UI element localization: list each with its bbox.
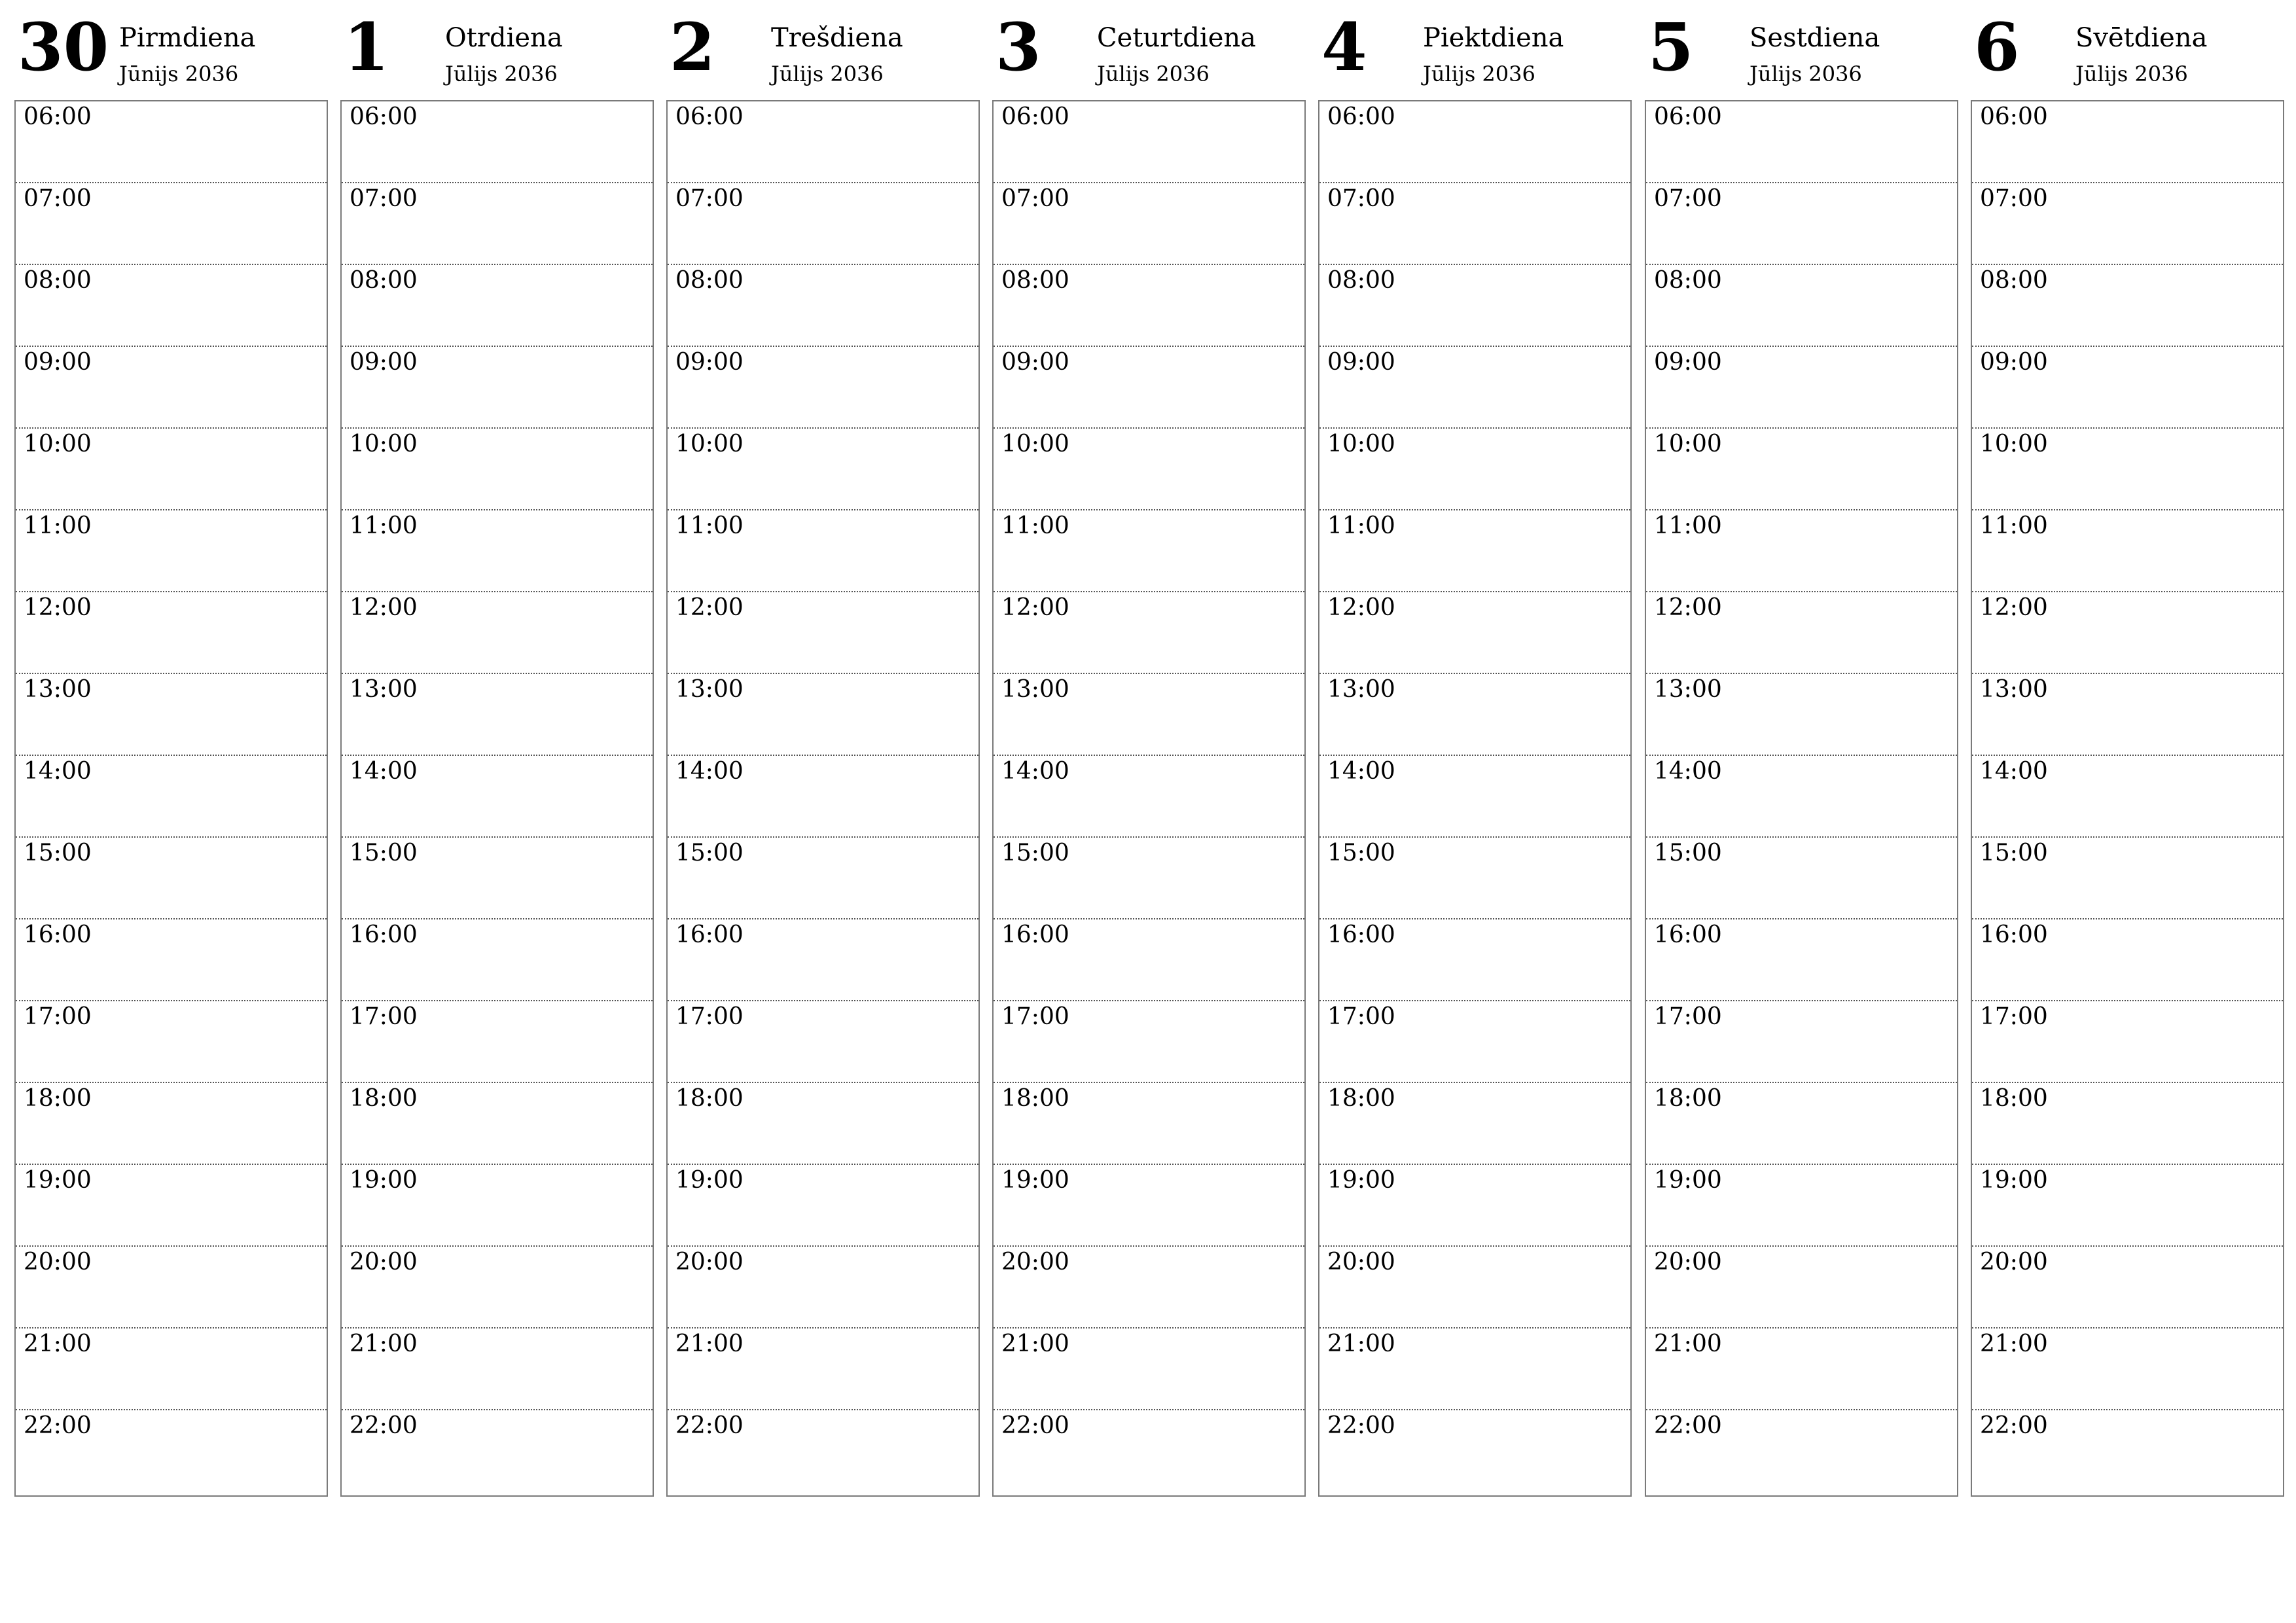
day-month-year: Jūlijs 2036	[445, 62, 558, 86]
day-schedule-box	[1645, 100, 1958, 1497]
day-name: Trešdiena	[771, 23, 903, 53]
hour-label: 19:00	[1001, 1167, 1069, 1194]
hour-slot[interactable]	[342, 347, 653, 429]
hour-slot[interactable]	[16, 1165, 327, 1247]
hour-label: 17:00	[24, 1003, 92, 1030]
day-name: Ceturtdiena	[1097, 23, 1256, 53]
hour-slot[interactable]	[16, 1410, 327, 1492]
hour-slot[interactable]	[1646, 1410, 1957, 1492]
hour-label: 07:00	[1980, 185, 2048, 212]
hour-slot[interactable]	[342, 1083, 653, 1165]
hour-slot[interactable]	[1646, 510, 1957, 592]
hour-label: 09:00	[1327, 349, 1395, 376]
hour-label: 12:00	[24, 594, 92, 621]
hour-slot[interactable]	[994, 1410, 1304, 1492]
hour-slot[interactable]	[668, 1001, 978, 1083]
day-month-year: Jūlijs 2036	[1423, 62, 1535, 86]
hour-slot[interactable]	[16, 1329, 327, 1410]
hour-slot[interactable]	[668, 429, 978, 510]
day-name: Pirmdiena	[119, 23, 256, 53]
day-number: 30	[18, 9, 109, 86]
hour-slot[interactable]	[668, 838, 978, 919]
hour-label: 16:00	[1654, 921, 1722, 948]
hour-label: 08:00	[1654, 267, 1722, 294]
hour-label: 19:00	[1654, 1167, 1722, 1194]
hour-label: 14:00	[350, 758, 418, 785]
hour-label: 13:00	[350, 676, 418, 703]
hour-slot[interactable]	[994, 1247, 1304, 1329]
hour-label: 13:00	[675, 676, 744, 703]
day-name: Otrdiena	[445, 23, 563, 53]
hour-slot[interactable]	[1646, 1083, 1957, 1165]
day-schedule-box	[14, 100, 328, 1497]
day-column	[340, 0, 654, 1439]
hour-slot[interactable]	[668, 919, 978, 1001]
hour-label: 08:00	[1327, 267, 1395, 294]
hour-slot[interactable]	[1972, 265, 2283, 347]
hour-slot[interactable]	[1319, 1410, 1630, 1492]
hour-slot[interactable]	[668, 756, 978, 838]
hour-slot[interactable]	[342, 756, 653, 838]
hour-label: 21:00	[350, 1330, 418, 1357]
hour-label: 15:00	[350, 840, 418, 866]
hour-label: 10:00	[1980, 431, 2048, 457]
hour-slot[interactable]	[1319, 1247, 1630, 1329]
hour-slot[interactable]	[1319, 1001, 1630, 1083]
hour-label: 19:00	[1327, 1167, 1395, 1194]
hour-label: 06:00	[350, 103, 418, 130]
hour-label: 09:00	[350, 349, 418, 376]
hour-label: 17:00	[1327, 1003, 1395, 1030]
hour-slot[interactable]	[16, 1001, 327, 1083]
hour-label: 10:00	[1001, 431, 1069, 457]
hour-label: 19:00	[24, 1167, 92, 1194]
day-column	[14, 0, 328, 1439]
hour-label: 12:00	[675, 594, 744, 621]
hour-slot[interactable]	[16, 592, 327, 674]
hour-label: 19:00	[350, 1167, 418, 1194]
hour-slot[interactable]	[1646, 1247, 1957, 1329]
hour-slot[interactable]	[668, 347, 978, 429]
hour-slot[interactable]	[342, 101, 653, 183]
day-number: 1	[344, 9, 389, 86]
hour-label: 13:00	[1001, 676, 1069, 703]
hour-slot[interactable]	[16, 1083, 327, 1165]
hour-label: 06:00	[675, 103, 744, 130]
hour-label: 12:00	[1980, 594, 2048, 621]
hour-slot[interactable]	[16, 429, 327, 510]
hour-slot[interactable]	[994, 510, 1304, 592]
hour-label: 13:00	[24, 676, 92, 703]
hour-slot[interactable]	[1319, 1083, 1630, 1165]
hour-label: 11:00	[1001, 512, 1069, 539]
day-number: 2	[670, 9, 715, 86]
hour-slot[interactable]	[1319, 429, 1630, 510]
hour-slot[interactable]	[994, 838, 1304, 919]
hour-slot[interactable]	[1972, 183, 2283, 265]
hour-label: 10:00	[1654, 431, 1722, 457]
hour-label: 08:00	[1980, 267, 2048, 294]
hour-slot[interactable]	[1646, 183, 1957, 265]
hour-slot[interactable]	[1319, 838, 1630, 919]
hour-label: 14:00	[675, 758, 744, 785]
hour-label: 20:00	[24, 1249, 92, 1275]
hour-label: 20:00	[350, 1249, 418, 1275]
hour-slot[interactable]	[1646, 265, 1957, 347]
hour-label: 22:00	[1654, 1412, 1722, 1439]
hour-slot[interactable]	[16, 838, 327, 919]
day-column	[1318, 0, 1632, 1439]
hour-slot[interactable]	[1972, 838, 2283, 919]
hour-slot[interactable]	[1972, 756, 2283, 838]
hour-label: 12:00	[1001, 594, 1069, 621]
day-column	[1645, 0, 1958, 1439]
hour-label: 17:00	[350, 1003, 418, 1030]
hour-slot[interactable]	[668, 592, 978, 674]
hour-slot[interactable]	[1319, 1329, 1630, 1410]
hour-slot[interactable]	[994, 183, 1304, 265]
hour-slot[interactable]	[1319, 592, 1630, 674]
hour-label: 06:00	[1654, 103, 1722, 130]
hour-slot[interactable]	[994, 756, 1304, 838]
hour-slot[interactable]	[1646, 919, 1957, 1001]
hour-slot[interactable]	[1646, 1329, 1957, 1410]
hour-slot[interactable]	[342, 592, 653, 674]
hour-slot[interactable]	[994, 919, 1304, 1001]
hour-label: 10:00	[24, 431, 92, 457]
hour-label: 07:00	[350, 185, 418, 212]
day-column	[666, 0, 980, 1439]
day-number: 6	[1974, 9, 2020, 86]
hour-slot[interactable]	[668, 510, 978, 592]
hour-label: 18:00	[1980, 1085, 2048, 1112]
hour-label: 21:00	[1654, 1330, 1722, 1357]
hour-label: 22:00	[675, 1412, 744, 1439]
hour-slot[interactable]	[1646, 592, 1957, 674]
hour-label: 15:00	[1654, 840, 1722, 866]
hour-label: 09:00	[1001, 349, 1069, 376]
hour-slot[interactable]	[1646, 101, 1957, 183]
hour-slot[interactable]	[994, 1329, 1304, 1410]
day-header	[992, 0, 1306, 100]
hour-label: 11:00	[1327, 512, 1395, 539]
hour-slot[interactable]	[668, 101, 978, 183]
hour-slot[interactable]	[668, 265, 978, 347]
hour-slot[interactable]	[1646, 1001, 1957, 1083]
hour-slot[interactable]	[994, 265, 1304, 347]
hour-slot[interactable]	[1972, 1247, 2283, 1329]
day-month-year: Jūlijs 2036	[1097, 62, 1210, 86]
hour-label: 20:00	[675, 1249, 744, 1275]
hour-slot[interactable]	[668, 1083, 978, 1165]
hour-label: 17:00	[675, 1003, 744, 1030]
day-header	[1971, 0, 2284, 100]
day-name: Sestdiena	[1749, 23, 1880, 53]
hour-label: 12:00	[350, 594, 418, 621]
hour-slot[interactable]	[668, 1410, 978, 1492]
hour-label: 14:00	[1980, 758, 2048, 785]
hour-slot[interactable]	[994, 1001, 1304, 1083]
hour-label: 21:00	[1001, 1330, 1069, 1357]
hour-label: 11:00	[1980, 512, 2048, 539]
hour-label: 13:00	[1327, 676, 1395, 703]
hour-slot[interactable]	[994, 347, 1304, 429]
hour-label: 11:00	[675, 512, 744, 539]
hour-slot[interactable]	[1319, 510, 1630, 592]
hour-slot[interactable]	[668, 183, 978, 265]
hour-label: 15:00	[675, 840, 744, 866]
hour-slot[interactable]	[1319, 101, 1630, 183]
hour-label: 20:00	[1001, 1249, 1069, 1275]
day-column	[1971, 0, 2284, 1439]
hour-slot[interactable]	[1319, 1165, 1630, 1247]
hour-slot[interactable]	[342, 265, 653, 347]
hour-slot[interactable]	[994, 674, 1304, 756]
hour-label: 17:00	[1980, 1003, 2048, 1030]
hour-slot[interactable]	[1646, 429, 1957, 510]
hour-slot[interactable]	[342, 1329, 653, 1410]
day-name: Svētdiena	[2075, 23, 2208, 53]
day-header	[1318, 0, 1632, 100]
hour-slot[interactable]	[1646, 1165, 1957, 1247]
hour-label: 21:00	[24, 1330, 92, 1357]
day-schedule-box	[992, 100, 1306, 1497]
hour-slot[interactable]	[1972, 674, 2283, 756]
hour-label: 22:00	[24, 1412, 92, 1439]
hour-label: 16:00	[1001, 921, 1069, 948]
hour-slot[interactable]	[1319, 183, 1630, 265]
hour-slot[interactable]	[16, 265, 327, 347]
hour-slot[interactable]	[342, 1247, 653, 1329]
hour-slot[interactable]	[16, 510, 327, 592]
hour-label: 18:00	[1654, 1085, 1722, 1112]
hour-slot[interactable]	[1319, 674, 1630, 756]
hour-slot[interactable]	[1646, 347, 1957, 429]
hour-label: 13:00	[1654, 676, 1722, 703]
hour-label: 10:00	[1327, 431, 1395, 457]
hour-label: 14:00	[1654, 758, 1722, 785]
hour-slot[interactable]	[342, 1165, 653, 1247]
hour-label: 07:00	[675, 185, 744, 212]
hour-slot[interactable]	[16, 101, 327, 183]
hour-slot[interactable]	[1972, 1165, 2283, 1247]
hour-label: 09:00	[1654, 349, 1722, 376]
hour-label: 07:00	[1001, 185, 1069, 212]
hour-slot[interactable]	[1319, 919, 1630, 1001]
hour-slot[interactable]	[1972, 429, 2283, 510]
day-name: Piektdiena	[1423, 23, 1564, 53]
hour-label: 21:00	[1980, 1330, 2048, 1357]
day-number: 4	[1321, 9, 1367, 86]
hour-label: 16:00	[1980, 921, 2048, 948]
day-header	[666, 0, 980, 100]
hour-slot[interactable]	[668, 1165, 978, 1247]
hour-label: 16:00	[24, 921, 92, 948]
hour-label: 22:00	[1327, 1412, 1395, 1439]
hour-label: 21:00	[1327, 1330, 1395, 1357]
day-month-year: Jūnijs 2036	[119, 62, 239, 86]
hour-slot[interactable]	[994, 1165, 1304, 1247]
hour-label: 21:00	[675, 1330, 744, 1357]
hour-slot[interactable]	[16, 919, 327, 1001]
day-header	[340, 0, 654, 100]
hour-slot[interactable]	[342, 919, 653, 1001]
hour-label: 13:00	[1980, 676, 2048, 703]
hour-slot[interactable]	[994, 101, 1304, 183]
hour-slot[interactable]	[1319, 347, 1630, 429]
hour-slot[interactable]	[994, 592, 1304, 674]
hour-label: 15:00	[1327, 840, 1395, 866]
day-column	[992, 0, 1306, 1439]
hour-slot[interactable]	[16, 756, 327, 838]
hour-label: 07:00	[1327, 185, 1395, 212]
day-header	[1645, 0, 1958, 100]
hour-slot[interactable]	[994, 1083, 1304, 1165]
hour-label: 18:00	[675, 1085, 744, 1112]
hour-label: 06:00	[24, 103, 92, 130]
hour-slot[interactable]	[1972, 592, 2283, 674]
hour-label: 19:00	[1980, 1167, 2048, 1194]
hour-slot[interactable]	[1646, 838, 1957, 919]
hour-label: 18:00	[1001, 1085, 1069, 1112]
hour-slot[interactable]	[342, 838, 653, 919]
hour-slot[interactable]	[1972, 1329, 2283, 1410]
day-number: 3	[996, 9, 1041, 86]
hour-label: 16:00	[1327, 921, 1395, 948]
hour-slot[interactable]	[342, 429, 653, 510]
hour-label: 09:00	[675, 349, 744, 376]
hour-label: 12:00	[1327, 594, 1395, 621]
hour-slot[interactable]	[16, 347, 327, 429]
hour-label: 08:00	[1001, 267, 1069, 294]
hour-label: 17:00	[1654, 1003, 1722, 1030]
hour-slot[interactable]	[1972, 1083, 2283, 1165]
hour-slot[interactable]	[342, 510, 653, 592]
hour-slot[interactable]	[342, 674, 653, 756]
hour-label: 14:00	[1327, 758, 1395, 785]
hour-slot[interactable]	[1972, 510, 2283, 592]
hour-slot[interactable]	[1646, 756, 1957, 838]
day-number: 5	[1648, 9, 1694, 86]
hour-label: 06:00	[1980, 103, 2048, 130]
hour-slot[interactable]	[994, 429, 1304, 510]
hour-slot[interactable]	[668, 1329, 978, 1410]
hour-slot[interactable]	[1972, 347, 2283, 429]
day-month-year: Jūlijs 2036	[771, 62, 884, 86]
hour-slot[interactable]	[1972, 1001, 2283, 1083]
hour-slot[interactable]	[342, 183, 653, 265]
hour-label: 15:00	[1980, 840, 2048, 866]
hour-label: 20:00	[1980, 1249, 2048, 1275]
hour-slot[interactable]	[16, 674, 327, 756]
hour-label: 20:00	[1327, 1249, 1395, 1275]
hour-slot[interactable]	[342, 1001, 653, 1083]
day-schedule-box	[1971, 100, 2284, 1497]
hour-slot[interactable]	[1972, 101, 2283, 183]
hour-label: 10:00	[675, 431, 744, 457]
hour-label: 15:00	[1001, 840, 1069, 866]
hour-label: 06:00	[1327, 103, 1395, 130]
hour-slot[interactable]	[1972, 919, 2283, 1001]
day-schedule-box	[340, 100, 654, 1497]
hour-label: 18:00	[24, 1085, 92, 1112]
hour-label: 08:00	[675, 267, 744, 294]
hour-label: 14:00	[24, 758, 92, 785]
hour-label: 14:00	[1001, 758, 1069, 785]
hour-label: 18:00	[350, 1085, 418, 1112]
hour-label: 08:00	[24, 267, 92, 294]
hour-label: 11:00	[1654, 512, 1722, 539]
hour-label: 15:00	[24, 840, 92, 866]
hour-label: 10:00	[350, 431, 418, 457]
day-schedule-box	[666, 100, 980, 1497]
hour-label: 19:00	[675, 1167, 744, 1194]
hour-label: 17:00	[1001, 1003, 1069, 1030]
hour-label: 22:00	[1980, 1412, 2048, 1439]
hour-label: 07:00	[1654, 185, 1722, 212]
hour-label: 11:00	[350, 512, 418, 539]
hour-slot[interactable]	[16, 183, 327, 265]
hour-slot[interactable]	[16, 1247, 327, 1329]
hour-label: 20:00	[1654, 1249, 1722, 1275]
day-schedule-box	[1318, 100, 1632, 1497]
hour-slot[interactable]	[668, 1247, 978, 1329]
hour-label: 11:00	[24, 512, 92, 539]
hour-label: 09:00	[1980, 349, 2048, 376]
hour-slot[interactable]	[668, 674, 978, 756]
hour-label: 22:00	[350, 1412, 418, 1439]
hour-label: 22:00	[1001, 1412, 1069, 1439]
hour-slot[interactable]	[1319, 756, 1630, 838]
day-header	[14, 0, 328, 100]
hour-label: 09:00	[24, 349, 92, 376]
hour-label: 07:00	[24, 185, 92, 212]
hour-label: 06:00	[1001, 103, 1069, 130]
hour-slot[interactable]	[1972, 1410, 2283, 1492]
hour-label: 16:00	[675, 921, 744, 948]
day-month-year: Jūlijs 2036	[2075, 62, 2188, 86]
hour-slot[interactable]	[1646, 674, 1957, 756]
hour-label: 18:00	[1327, 1085, 1395, 1112]
hour-slot[interactable]	[1319, 265, 1630, 347]
hour-label: 12:00	[1654, 594, 1722, 621]
hour-slot[interactable]	[342, 1410, 653, 1492]
day-month-year: Jūlijs 2036	[1749, 62, 1862, 86]
hour-label: 16:00	[350, 921, 418, 948]
hour-label: 08:00	[350, 267, 418, 294]
